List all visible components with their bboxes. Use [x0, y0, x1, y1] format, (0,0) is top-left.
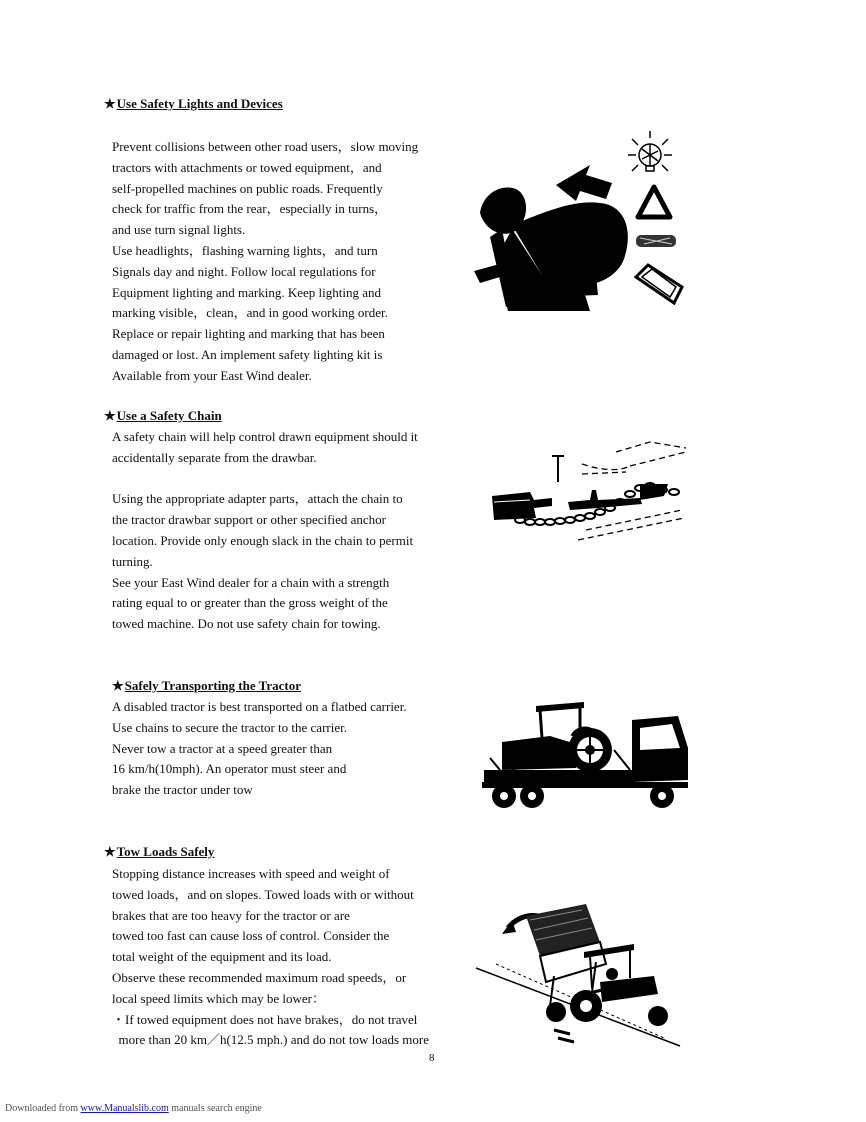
drawbar-pin-icon [552, 456, 564, 482]
section-heading-tow-loads: ★Tow Loads Safely [104, 844, 215, 859]
tail-lamp-icon [636, 265, 682, 303]
text-line: self-propelled machines on public roads. Frequently [112, 180, 383, 196]
text-line: brake the tractor under tow [112, 782, 253, 798]
manualslib-link[interactable]: www.Manualslib.com [80, 1103, 169, 1114]
text-line: brakes that are too heavy for the tractor or are [112, 907, 350, 923]
text-line: Available from your East Wind dealer. [112, 367, 312, 383]
text-line: towed too fast can cause loss of control. Consider the [112, 928, 390, 944]
reflector-icon [636, 235, 676, 247]
text-line: tractors with attachments or towed equipment，and [112, 159, 382, 175]
paragraph-tow-loads [112, 864, 429, 1051]
text-line: 16 km/h(10mph). An operator must steer and [112, 761, 347, 777]
text-line: total weight of the equipment and its load. [112, 949, 332, 965]
text-line: Never tow a tractor at a speed greater than [112, 740, 333, 756]
section-heading-transporting: ★Safely Transporting the Tractor [112, 678, 301, 693]
text-line: See your East Wind dealer for a chain with a strength [112, 574, 390, 590]
operator-figure-icon [474, 187, 628, 311]
section-heading-safety-chain: ★Use a Safety Chain [104, 408, 222, 423]
text-line: Prevent collisions between other road users，slow moving [112, 139, 419, 154]
text-line: marking visible，clean，and in good working order. [112, 305, 388, 321]
text-line: and use turn signal lights. [112, 222, 246, 238]
tractor-icon [570, 944, 668, 1026]
star-icon: ★ [104, 844, 116, 859]
paragraph-safety-lights [112, 137, 418, 387]
text-line: Using the appropriate adapter parts，attach the chain to [112, 491, 403, 507]
text-line: local speed limits which may be lower： [112, 990, 326, 1006]
tow-load-slope-illustration [474, 898, 688, 1048]
page-number: 8 [429, 1052, 435, 1064]
footer: Downloaded from www.Manualslib.com manuals search engine [5, 1103, 262, 1114]
text-line: A safety chain will help control drawn equipment should it [112, 429, 418, 444]
text-line: towed loads，and on slopes. Towed loads with or without [112, 886, 414, 902]
text-line: ・If towed equipment does not have brakes，do not travel [112, 1011, 418, 1027]
warning-triangle-icon [638, 187, 670, 217]
flatbed-icon [484, 770, 634, 784]
arrow-icon [556, 165, 612, 201]
tractor-icon [502, 702, 612, 772]
text-line: Replace or repair lighting and marking that has been [112, 326, 385, 342]
star-icon: ★ [112, 678, 124, 693]
flatbed-truck-illustration [480, 688, 694, 812]
text-line: Signals day and night. Follow local regulations for [112, 263, 376, 279]
safety-lights-illustration [472, 125, 690, 315]
paragraph-safety-chain [112, 427, 418, 635]
text-line: towed machine. Do not use safety chain for towing. [112, 616, 381, 632]
text-line [112, 469, 418, 490]
beacon-light-icon [628, 131, 672, 171]
text-line: accidentally separate from the drawbar. [112, 449, 317, 465]
text-line: Observe these recommended maximum road speeds，or [112, 969, 407, 985]
star-icon: ★ [104, 96, 116, 111]
star-icon: ★ [104, 408, 116, 423]
text-line: Equipment lighting and marking. Keep lighting and [112, 284, 381, 300]
safety-chain-illustration [490, 438, 686, 548]
truck-cab-icon [632, 716, 688, 782]
text-line: location. Provide only enough slack in the chain to permit [112, 532, 414, 548]
text-line: A disabled tractor is best transported on a flatbed carrier. [112, 699, 407, 714]
text-line: check for traffic from the rear，especially in turns， [112, 201, 388, 217]
text-line: more than 20 km／h(12.5 mph.) and do not tow loads more [112, 1032, 430, 1048]
text-line: damaged or lost. An implement safety lighting kit is [112, 346, 383, 362]
text-line: Use chains to secure the tractor to the carrier. [112, 719, 347, 735]
text-line: Stopping distance increases with speed and weight of [112, 866, 390, 881]
paragraph-transporting [112, 697, 407, 801]
text-line: the tractor drawbar support or other specified anchor [112, 512, 386, 528]
section-heading-safety-lights: ★Use Safety Lights and Devices [104, 96, 283, 111]
drawbar-icon [492, 492, 552, 520]
text-line: Use headlights，flashing warning lights，and turn [112, 242, 378, 258]
text-line: turning. [112, 553, 153, 569]
text-line: rating equal to or greater than the gross weight of the [112, 595, 388, 611]
